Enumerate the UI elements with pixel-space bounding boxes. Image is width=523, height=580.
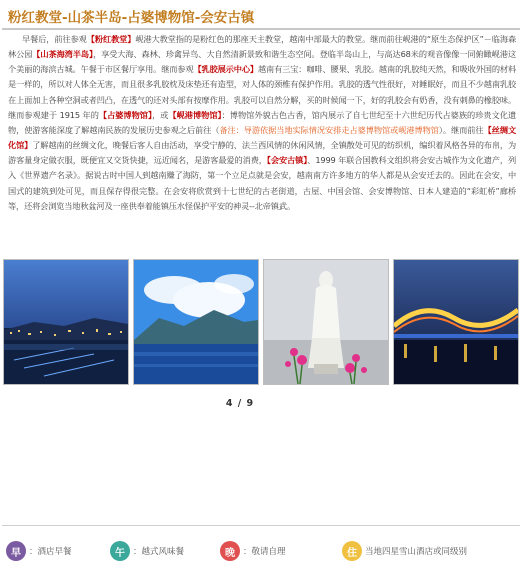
breakfast-label: ：酒店早餐 xyxy=(29,547,72,557)
lunch-label: ：越式风味餐 xyxy=(133,547,185,557)
itinerary-description xyxy=(8,32,516,214)
legend-divider xyxy=(2,525,520,526)
attraction-name: 【山茶海湾半岛】 xyxy=(32,49,93,60)
legend-lunch xyxy=(110,537,184,565)
description-text: 越南有三宝：咖啡、腰果、乳胶。越南的乳胶纯天然，和吸收外国的材料是一样的，所以对人体全无害，而且很多乳胶枕及床垫还有造型，对人体的颈椎有保护作用。乳胶的透气性很好，对睡眠好，而且不少越南乳胶在上面加上各种空洞或者凹凸，在透气的还对头部有按摩作用。乳胶可以自然分解，买的时候闻一下，好的乳胶会有奶香，没有刺鼻的橡胶味。继而参观建于 1915 年的 xyxy=(8,64,516,120)
title-bar xyxy=(2,2,520,30)
guanyin-statue-photo xyxy=(263,259,389,385)
seaside-mountain-image xyxy=(134,260,258,384)
meal-legend xyxy=(6,537,516,567)
page-indicator: 4 / 9 xyxy=(225,398,255,409)
dinner-label: ：敬请自理 xyxy=(243,547,286,557)
legend-dinner xyxy=(220,537,286,565)
attraction-name: 【粉红教堂】 xyxy=(86,34,136,44)
description-text: ：博物馆外貌古色古香，馆内展示了自七世纪至十六世纪历代占婆族的珍贵文化遗物，使游客能深度了解越南民族的发展历史参观之后前往（ xyxy=(8,109,516,135)
description-text: ，或 xyxy=(152,109,169,120)
attraction-name: 【乳胶展示中心】 xyxy=(193,64,258,75)
attraction-name: 【岘港博物馆】 xyxy=(168,109,222,120)
description-text: 了解越南的丝绸文化，晚餐后客人自由活动，享受宁静的、法兰西风情的休闲风情，全镇散处可见的纺织机，编织着风格各异的布帛，为游客量身定做衣服，既便宜又交货快捷，远近闻名，是游客最爱的消费， xyxy=(8,140,516,166)
lunch-icon: 午 xyxy=(110,541,130,561)
legend-hotel xyxy=(342,537,467,565)
guide-note: 备注：导游依据当地实际情况安排走占婆博物馆或岘港博物馆 xyxy=(219,124,439,135)
hotel-label: 当地四星雪山酒店或同级别 xyxy=(365,547,468,557)
legend-breakfast xyxy=(6,537,72,565)
attraction-name: 【占婆博物馆】 xyxy=(98,109,153,120)
description-text: ）。继而前往 xyxy=(438,124,484,135)
dragon-bridge-image xyxy=(394,260,518,384)
dinner-icon: 晚 xyxy=(220,541,240,561)
description-text: 、1999 年联合国教科文组织将会安古城作为文化遗产，列入《世界遗产名录》。据说古时中国人到越南赚了海防，第一个立足点就是会安，越南南方许多地方的华人都是从会安迁去的。因此在会安，中国式的建筑到处可见，而且保存得很完整。在会安将欣赏到十七世纪的古老街道，古屋、中国会馆、会安博物馆、日本人建造的“彩虹桥”廊桥等，还将会浏览当地秋盆河及一座供奉着能镇压水怪保护平安的神灵--北帝镇武。 xyxy=(8,155,516,211)
seaside-mountain-photo xyxy=(133,259,259,385)
day-title: 粉红教堂-山茶半岛-占婆博物馆-会安古镇 xyxy=(8,10,255,26)
attraction-name: 【丝绸文化馆】 xyxy=(8,124,516,151)
description-text: 岘港大教堂指的是粉红色的那座天主教堂，越南中部最大的教堂。继而前往岘港的“原生态保护区”－临海森林公园 xyxy=(8,34,516,60)
description-text: ，享受大海、森林、珍禽异鸟、大自然清新景致和谐生态空间。登临半岛山上，与高达68米的观音像像一同俯瞰岘港这个美丽的海滨古城。午餐于市区餐厅享用。继而参观 xyxy=(8,49,516,75)
description-text: 早餐后，前往参观 xyxy=(22,34,87,44)
attraction-name: 【会安古镇】 xyxy=(266,155,308,166)
guanyin-statue-image xyxy=(264,260,388,384)
dragon-bridge-photo xyxy=(393,259,519,385)
night-harbor-image xyxy=(4,260,128,384)
hotel-icon: 住 xyxy=(342,541,362,561)
night-harbor-photo xyxy=(3,259,129,385)
breakfast-icon: 早 xyxy=(6,541,26,561)
